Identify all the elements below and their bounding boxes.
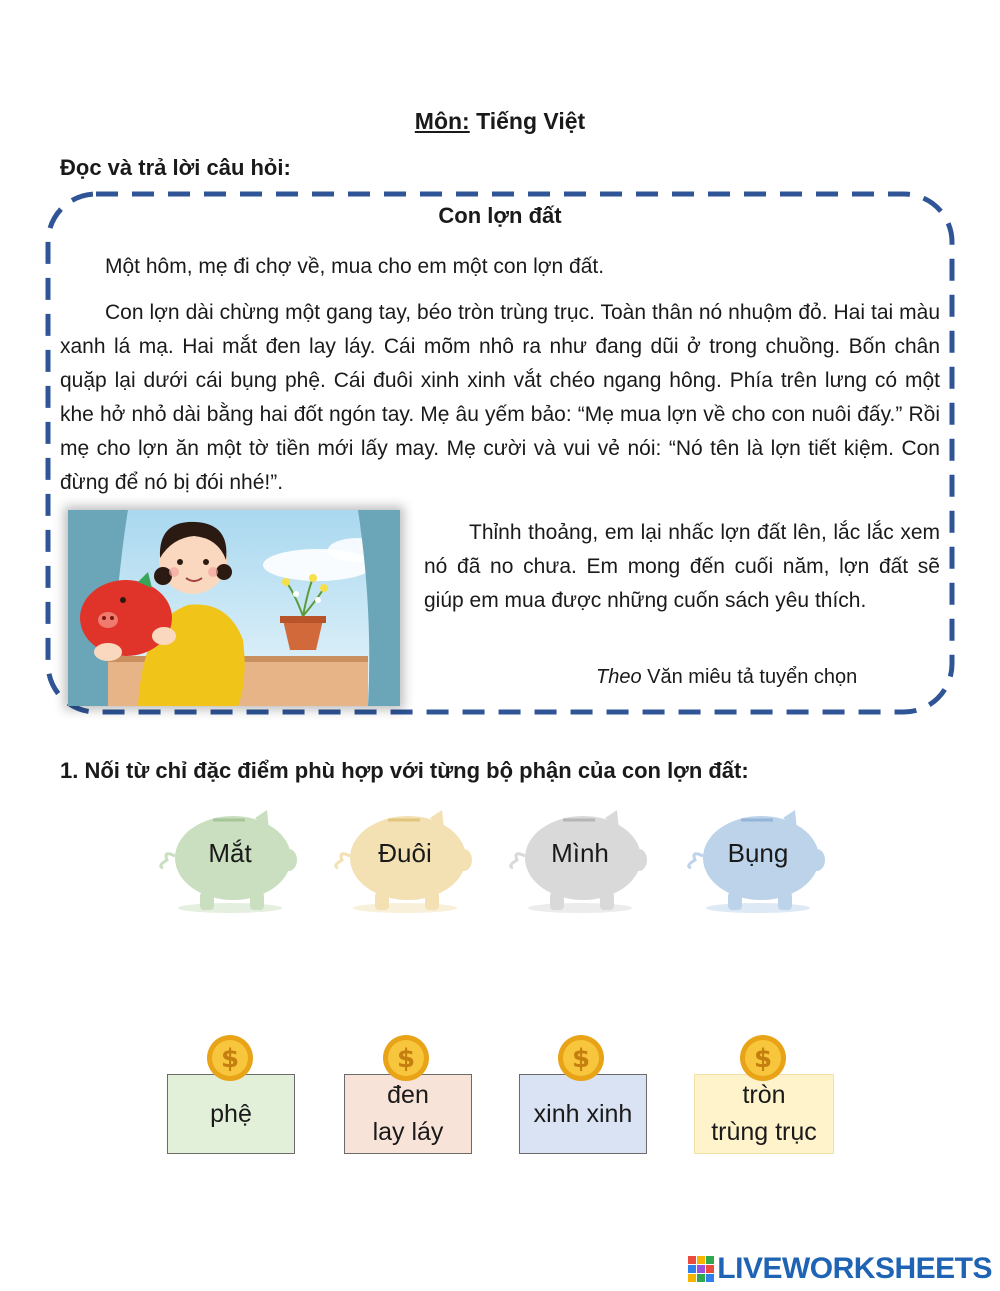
card-box [167, 1074, 295, 1154]
coin-symbol: $ [396, 1044, 416, 1074]
question-1-prompt: 1. Nối từ chỉ đặc điểm phù hợp với từng bộ phận của con lợn đất: [60, 758, 749, 783]
story-paragraph-2: Con lợn dài chừng một gang tay, béo tròn trùng trục. Toàn thân nó nhuộm đỏ. Hai tai màu xanh lá mạ. Hai mắt đen lay láy. Cái mõm nhô ra như đang dũi ở trong chuồng. Bốn chân quặp lại dưới cái bụng phệ. Cái đuôi xinh xinh vắt chéo ngang hông. Phía trên lưng có một khe hở nhỏ dài bằng hai đốt ngón tay. Mẹ âu yếm bảo: “Mẹ mua lợn về cho con nuôi đấy.” Rồi mẹ cho lợn ăn một tờ tiền mới lấy may. Mẹ cười và vui vẻ nói: “Nó tên là lợn tiết kiệm. Con đừng để nó bị đói nhé!”. [60, 301, 940, 494]
card-line-1: xinh xinh [533, 1099, 633, 1128]
card-line-1: tròn [742, 1081, 786, 1109]
card-line-2: lay láy [372, 1118, 444, 1146]
subject-value: Tiếng Việt [469, 108, 586, 134]
card-line-1: phệ [210, 1099, 252, 1128]
pig-target-bung[interactable] [683, 808, 833, 918]
source-text: Văn miêu tả tuyển chọn [641, 666, 858, 688]
pig-label: Mắt [208, 838, 252, 868]
story-source [596, 666, 857, 689]
pig-label: Bụng [727, 838, 789, 868]
pig-target-minh[interactable] [505, 808, 655, 918]
liveworksheets-logo [687, 1252, 992, 1286]
pig-target-duoi[interactable] [330, 808, 480, 918]
pig-label: Đuôi [378, 838, 432, 868]
girl-with-piggy-bank-illustration [68, 510, 400, 706]
source-prefix: Theo [596, 666, 642, 688]
coin-symbol: $ [753, 1044, 773, 1074]
card-box [344, 1074, 472, 1154]
card-line-1: đen [387, 1081, 429, 1109]
pig-target-mat[interactable] [155, 808, 305, 918]
liveworksheets-logo-text: LIVEWORKSHEETS [717, 1252, 992, 1285]
card-line-2: trùng trục [711, 1118, 817, 1146]
reading-instruction: Đọc và trả lời câu hỏi: [60, 155, 291, 180]
coin-icon [206, 1034, 254, 1082]
coin-symbol: $ [220, 1044, 240, 1074]
subject-heading [0, 108, 1000, 135]
subject-label: Môn: [414, 108, 470, 134]
coin-icon [382, 1034, 430, 1082]
liveworksheets-logo-icon [687, 1255, 715, 1283]
card-box [519, 1074, 647, 1154]
card-box [694, 1074, 834, 1154]
story-paragraph-1: Một hôm, mẹ đi chợ về, mua cho em một con lợn đất. [105, 255, 605, 278]
coin-icon [557, 1034, 605, 1082]
coin-icon [739, 1034, 787, 1082]
story-title: Con lợn đất [438, 203, 562, 228]
pig-label: Mình [551, 838, 609, 868]
coin-symbol: $ [571, 1044, 591, 1074]
story-paragraph-3: Thỉnh thoảng, em lại nhấc lợn đất lên, lắc lắc xem nó đã no chưa. Em mong đến cuối năm, lợn đất sẽ giúp em mua được những cuốn sách yêu thích. [424, 521, 940, 612]
